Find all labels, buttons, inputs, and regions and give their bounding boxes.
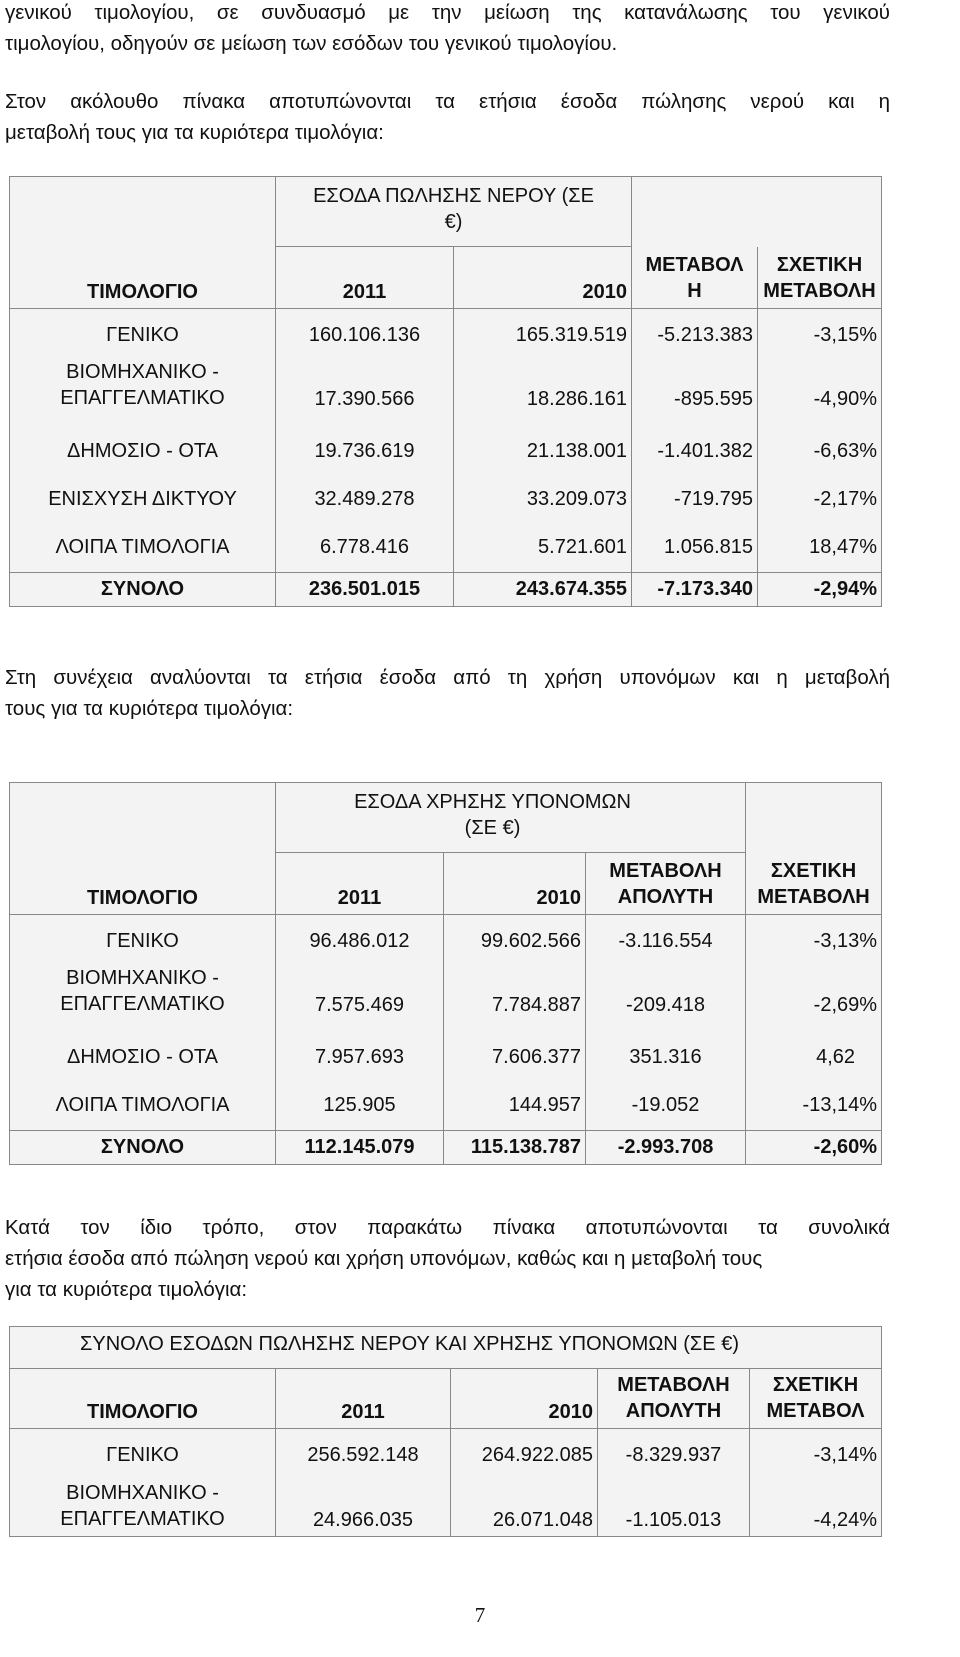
table-row: ΕΝΙΣΧΥΣΗ ΔΙΚΤΥΟΥ 32.489.278 33.209.073 -719.795 -2,17% xyxy=(10,467,882,515)
text-line: Στον ακόλουθο πίνακα αποτυπώνονται τα ετήσια έσοδα πώλησης νερού και η xyxy=(5,90,890,113)
table-row: ΔΗΜΟΣΙΟ - ΟΤΑ 7.957.693 7.606.377 351.316 4,62 xyxy=(10,1021,882,1073)
column-header: ΜΕΤΑΒΟΛΗ ΑΠΟΛΥΤΗ xyxy=(598,1369,750,1429)
column-header: ΤΙΜΟΛΟΓΙΟ xyxy=(10,853,276,915)
column-header: ΣΧΕΤΙΚΗ ΜΕΤΑΒΟΛΗ xyxy=(758,247,882,309)
text-line: Στη συνέχεια αναλύονται τα ετήσια έσοδα από τη χρήση υπονόμων και η μεταβολή xyxy=(5,666,890,689)
water-revenue-table xyxy=(9,176,882,607)
combined-revenue-intro xyxy=(5,1212,890,1305)
column-header: 2010 xyxy=(451,1369,598,1429)
sewer-revenue-intro xyxy=(5,662,890,724)
total-row: ΣΥΝΟΛΟ 112.145.079 115.138.787 -2.993.708 -2,60% xyxy=(10,1131,882,1165)
page-number: 7 xyxy=(474,1603,486,1627)
column-header: 2011 xyxy=(276,853,444,915)
combined-revenue-table xyxy=(9,1326,882,1537)
text-line: Κατά τον ίδιο τρόπο, στον παρακάτω πίνακα αποτυπώνονται τα συνολικά xyxy=(5,1216,890,1239)
sewer-revenue-table xyxy=(9,782,882,1165)
text-line: γενικού τιμολογίου, σε συνδυασμό με την μείωση της κατανάλωσης του γενικού xyxy=(5,1,890,24)
text-line: μεταβολή τους για τα κυριότερα τιμολόγια: xyxy=(5,121,384,144)
text-line: για τα κυριότερα τιμολόγια: xyxy=(5,1278,248,1301)
text-line: τους για τα κυριότερα τιμολόγια: xyxy=(5,697,294,720)
water-revenue-intro xyxy=(5,86,890,148)
table-row: ΔΗΜΟΣΙΟ - ΟΤΑ 19.736.619 21.138.001 -1.401.382 -6,63% xyxy=(10,415,882,467)
column-header: 2010 xyxy=(444,853,586,915)
table-row: ΒΙΟΜΗΧΑΝΙΚΟ - ΕΠΑΓΓΕΛΜΑΤΙΚΟ 24.966.035 26.071.048 -1.105.013 -4,24% xyxy=(10,1473,882,1537)
column-header: ΣΧΕΤΙΚΗ ΜΕΤΑΒΟΛΗ xyxy=(746,853,882,915)
column-header: ΤΙΜΟΛΟΓΙΟ xyxy=(10,247,276,309)
table-row: ΒΙΟΜΗΧΑΝΙΚΟ - ΕΠΑΓΓΕΛΜΑΤΙΚΟ 7.575.469 7.784.887 -209.418 -2,69% xyxy=(10,959,882,1021)
table-row: ΛΟΙΠΑ ΤΙΜΟΛΟΓΙΑ 125.905 144.957 -19.052 -13,14% xyxy=(10,1073,882,1121)
column-header: 2011 xyxy=(276,1369,451,1429)
column-header: ΤΙΜΟΛΟΓΙΟ xyxy=(10,1369,276,1429)
table-row: ΓΕΝΙΚΟ 96.486.012 99.602.566 -3.116.554 -3,13% xyxy=(10,925,882,959)
total-row: ΣΥΝΟΛΟ 236.501.015 243.674.355 -7.173.340 -2,94% xyxy=(10,573,882,607)
group-header: ΣΥΝΟΛΟ ΕΣΟΔΩΝ ΠΩΛΗΣΗΣ ΝΕΡΟΥ ΚΑΙ ΧΡΗΣΗΣ ΥΠΟΝΟΜΩΝ (ΣΕ €) xyxy=(10,1327,882,1369)
column-header: 2010 xyxy=(454,247,632,309)
column-header: ΜΕΤΑΒΟΛ Η xyxy=(632,247,758,309)
column-header: 2011 xyxy=(276,247,454,309)
column-header: ΜΕΤΑΒΟΛΗ ΑΠΟΛΥΤΗ xyxy=(586,853,746,915)
text-line: τιμολογίου, οδηγούν σε μείωση των εσόδων του γενικού τιμολογίου. xyxy=(5,32,618,55)
table-row: ΓΕΝΙΚΟ 160.106.136 165.319.519 -5.213.383 -3,15% xyxy=(10,319,882,353)
table-row: ΒΙΟΜΗΧΑΝΙΚΟ - ΕΠΑΓΓΕΛΜΑΤΙΚΟ 17.390.566 18.286.161 -895.595 -4,90% xyxy=(10,353,882,415)
column-header: ΣΧΕΤΙΚΗ ΜΕΤΑΒΟΛ xyxy=(750,1369,882,1429)
group-header: ΕΣΟΔΑ ΠΩΛΗΣΗΣ ΝΕΡΟΥ (ΣΕ €) xyxy=(276,177,632,247)
table-row: ΓΕΝΙΚΟ 256.592.148 264.922.085 -8.329.937 -3,14% xyxy=(10,1439,882,1473)
text-line: ετήσια έσοδα από πώληση νερού και χρήση υπονόμων, καθώς και η μεταβολή τους xyxy=(5,1247,763,1270)
table-row: ΛΟΙΠΑ ΤΙΜΟΛΟΓΙΑ 6.778.416 5.721.601 1.056.815 18,47% xyxy=(10,515,882,563)
intro-paragraph xyxy=(5,0,890,59)
group-header: ΕΣΟΔΑ ΧΡΗΣΗΣ ΥΠΟΝΟΜΩΝ (ΣΕ €) xyxy=(276,783,746,853)
